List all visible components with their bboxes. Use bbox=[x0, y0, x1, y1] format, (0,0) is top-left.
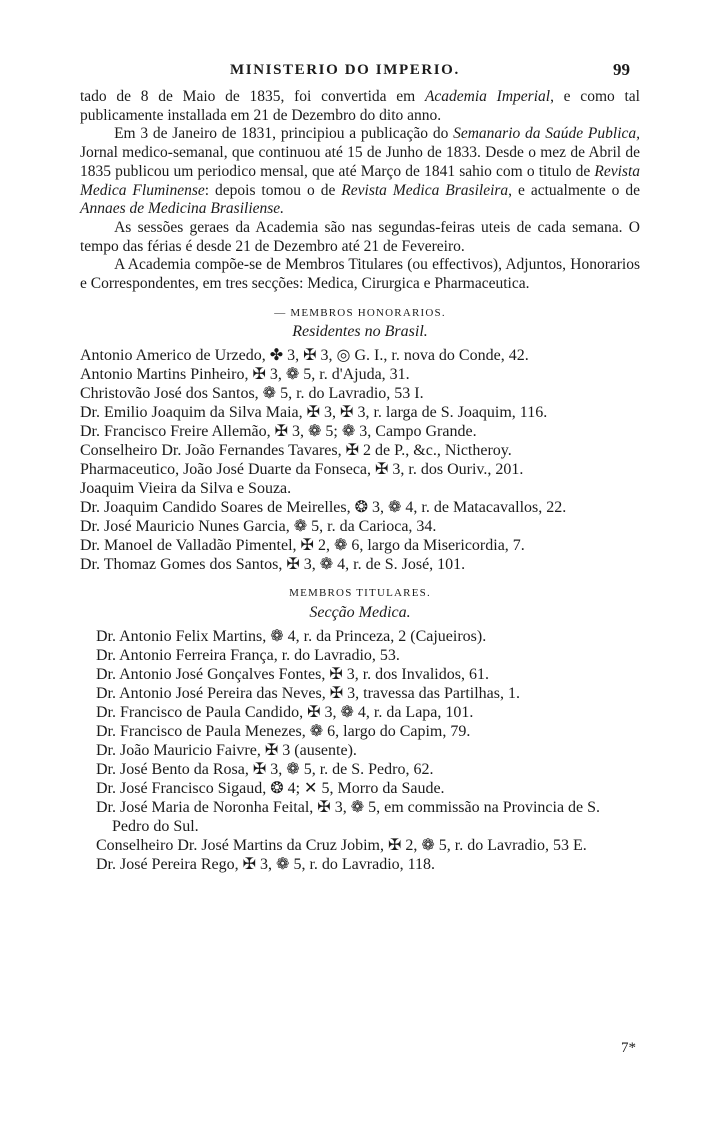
intro-paragraphs bbox=[80, 88, 640, 294]
member-entry: Dr. Antonio Ferreira França, r. do Lavradio, 53. bbox=[96, 646, 400, 664]
text-run: : depois tomou o de bbox=[204, 181, 342, 199]
member-entry: Dr. José Francisco Sigaud, ❂ 4; ✕ 5, Morro da Saude. bbox=[96, 779, 445, 797]
text-run: tado de 8 de Maio de 1835, foi convertida em bbox=[80, 88, 425, 105]
page-number: 99 bbox=[613, 60, 630, 79]
italic-title: Semanario da Saúde Publica, bbox=[453, 125, 640, 143]
member-entry: Dr. Antonio José Pereira das Neves, ✠ 3, travessa das Partilhas, 1. bbox=[96, 684, 520, 702]
italic-title: Annaes de Medicina Brasiliense. bbox=[80, 200, 285, 218]
text-run: As sessões geraes da Academia são nas segundas-feiras uteis de cada semana. O tempo das férias é desde 21 de Dezembro até 21 de Fevereiro. bbox=[80, 218, 640, 255]
member-entry: Dr. Francisco de Paula Candido, ✠ 3, ❁ 4, r. da Lapa, 101. bbox=[96, 703, 474, 721]
titulares-subheading: Secção Medica. bbox=[309, 603, 411, 621]
titulares-heading: MEMBROS TITULARES. bbox=[289, 587, 431, 600]
member-entry: Conselheiro Dr. João Fernandes Tavares, ✠ 2 de P., &c., Nictheroy. bbox=[80, 442, 512, 460]
honorarios-heading: — MEMBROS HONORARIOS. bbox=[274, 306, 446, 319]
member-entry: Dr. Manoel de Valladão Pimentel, ✠ 2, ❁ 6, largo da Misericordia, 7. bbox=[80, 537, 525, 555]
member-entry: Dr. Antonio José Gonçalves Fontes, ✠ 3, r. dos Invalidos, 61. bbox=[96, 665, 489, 683]
member-entry: Dr. José Bento da Rosa, ✠ 3, ❁ 5, r. de S. Pedro, 62. bbox=[96, 760, 434, 778]
member-entry: Dr. Francisco Freire Allemão, ✠ 3, ❁ 5; ❁ 3, Campo Grande. bbox=[80, 423, 477, 441]
honorarios-list bbox=[80, 346, 640, 574]
italic-title: Academia Imperial bbox=[424, 88, 551, 105]
member-entry: Antonio Americo de Urzedo, ✤ 3, ✠ 3, ◎ G. I., r. nova do Conde, 42. bbox=[80, 347, 529, 365]
honorarios-subheading: Residentes no Brasil. bbox=[292, 323, 428, 341]
member-entry: Conselheiro Dr. José Martins da Cruz Jobim, ✠ 2, ❁ 5, r. do Lavradio, 53 E. bbox=[96, 836, 587, 854]
text-run: , e como tal publicamente installada em 21 de Dezembro do dito anno. bbox=[80, 88, 640, 124]
running-title: MINISTERIO DO IMPERIO. bbox=[230, 62, 460, 78]
member-entry: Dr. João Mauricio Faivre, ✠ 3 (ausente). bbox=[96, 741, 357, 759]
body-paragraph bbox=[80, 125, 640, 219]
member-entry: Christovão José dos Santos, ❁ 5, r. do Lavradio, 53 I. bbox=[80, 385, 424, 403]
text-run: , e actualmente o de bbox=[508, 181, 640, 199]
member-entry: Dr. José Pereira Rego, ✠ 3, ❁ 5, r. do Lavradio, 118. bbox=[96, 855, 436, 873]
body-paragraph bbox=[80, 88, 640, 125]
member-entry: Dr. Joaquim Candido Soares de Meirelles, ❂ 3, ❁ 4, r. de Matacavallos, 22. bbox=[80, 499, 567, 517]
member-entry: Pharmaceutico, João José Duarte da Fonseca, ✠ 3, r. dos Ouriv., 201. bbox=[80, 461, 524, 479]
member-entry: Dr. Thomaz Gomes dos Santos, ✠ 3, ❁ 4, r. de S. José, 101. bbox=[80, 556, 466, 574]
body-paragraph bbox=[80, 256, 640, 293]
page-header bbox=[80, 58, 640, 88]
body-paragraph bbox=[80, 219, 640, 256]
text-run: Jornal medico-semanal, que continuou até 15 de Junho de 1833. Desde o mez de Abril de 1835 publicou um periodico mensal, que até Março de 1841 sahio com o titulo de bbox=[80, 144, 640, 180]
page-body bbox=[80, 88, 640, 874]
member-entry: Dr. Emilio Joaquim da Silva Maia, ✠ 3, ✠ 3, r. larga de S. Joaquim, 116. bbox=[80, 404, 548, 422]
titulares-list bbox=[80, 627, 640, 874]
member-entry: Antonio Martins Pinheiro, ✠ 3, ❁ 5, r. d'Ajuda, 31. bbox=[80, 366, 410, 384]
printer-signature: 7* bbox=[621, 1040, 636, 1056]
member-entry: Dr. José Maria de Noronha Feital, ✠ 3, ❁ 5, em commissão na Provincia de S. Pedro do Sul. bbox=[96, 798, 601, 835]
member-entry: Joaquim Vieira da Silva e Souza. bbox=[80, 480, 292, 498]
text-run: A Academia compõe-se de Membros Titulares (ou effectivos), Adjuntos, Honorarios e Correspondentes, em tres secções: Medica, Cirurgica e Pharmaceutica. bbox=[80, 256, 640, 293]
italic-title: Revista Medica Fluminense bbox=[80, 162, 640, 199]
member-entry: Dr. Francisco de Paula Menezes, ❁ 6, largo do Capim, 79. bbox=[96, 722, 471, 740]
member-entry: Dr. José Mauricio Nunes Garcia, ❁ 5, r. da Carioca, 34. bbox=[80, 518, 437, 536]
italic-title: Revista Medica Brasileira bbox=[341, 181, 509, 199]
text-run: Em 3 de Janeiro de 1831, principiou a publicação do bbox=[114, 125, 454, 143]
member-entry: Dr. Antonio Felix Martins, ❁ 4, r. da Princeza, 2 (Cajueiros). bbox=[96, 627, 487, 645]
